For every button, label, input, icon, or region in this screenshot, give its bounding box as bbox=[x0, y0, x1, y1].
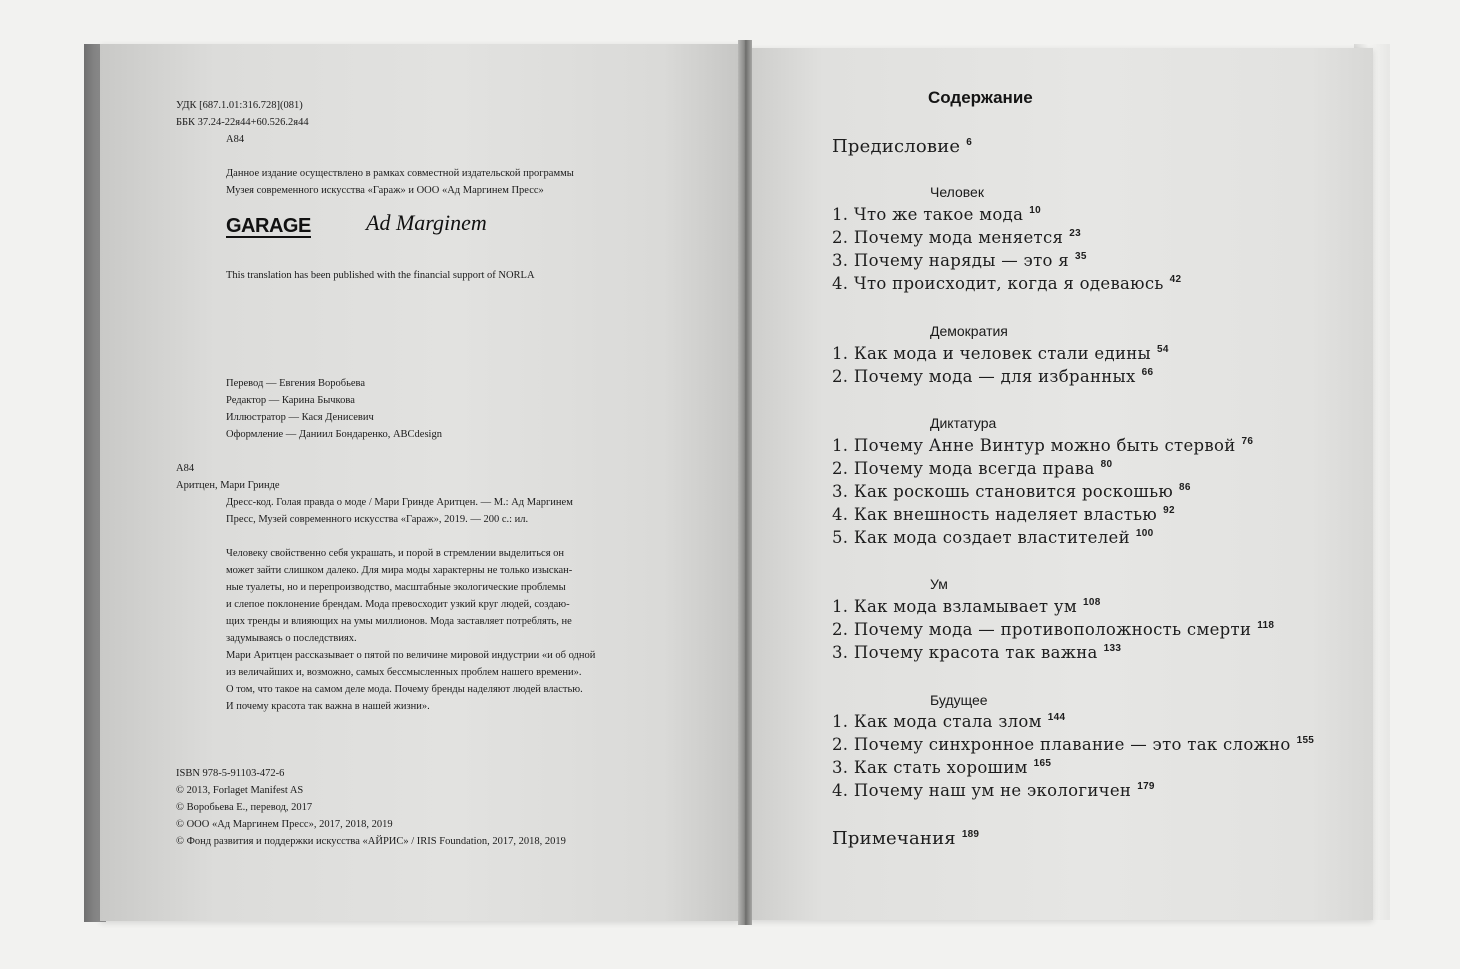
toc-entry-label: 4. Как внешность наделяет властью bbox=[832, 505, 1158, 524]
toc-page-number: 23 bbox=[1069, 228, 1081, 239]
toc-entry-label: 1. Как мода стала злом bbox=[832, 712, 1042, 731]
translation-support-note: This translation has been published with the financial support of NORLA bbox=[226, 270, 535, 281]
catalog-code: А84 bbox=[176, 463, 195, 474]
toc-page-number: 133 bbox=[1103, 643, 1122, 654]
toc-entry-label: 3. Почему красота так важна bbox=[832, 643, 1098, 662]
toc-entry bbox=[832, 712, 1065, 731]
toc-entry-label: 4. Почему наш ум не экологичен bbox=[832, 781, 1132, 800]
toc-entry bbox=[832, 781, 1155, 800]
credit-illustrator: Иллюстратор — Кася Денисевич bbox=[226, 412, 374, 423]
toc-entry-label: 2. Почему мода всегда права bbox=[832, 459, 1095, 478]
book-gutter bbox=[738, 40, 752, 925]
publication-note-line-2: Музея современного искусства «Гараж» и ООО «Ад Маргинем Пресс» bbox=[226, 185, 544, 196]
toc-entry-label: 1. Как мода взламывает ум bbox=[832, 597, 1078, 616]
toc-page-number: 54 bbox=[1157, 344, 1169, 355]
toc-notes bbox=[832, 828, 979, 849]
toc-page-number: 35 bbox=[1075, 251, 1087, 262]
udk-code: УДК [687.1.01:316.728](081) bbox=[176, 100, 303, 111]
toc-page-number: 108 bbox=[1083, 597, 1101, 608]
toc-page-number: 144 bbox=[1047, 712, 1066, 723]
toc-entry bbox=[832, 436, 1253, 455]
toc-entry-label: 5. Как мода создает властителей bbox=[832, 528, 1130, 547]
credit-translator: Перевод — Евгения Воробьева bbox=[226, 378, 365, 389]
toc-entry-label: 1. Что же такое мода bbox=[832, 205, 1024, 224]
toc-entry bbox=[832, 274, 1181, 293]
toc-page-number: 66 bbox=[1141, 367, 1154, 378]
toc-entry-label: 2. Почему мода — противоположность смерти bbox=[832, 620, 1252, 639]
toc-page-number: 118 bbox=[1257, 620, 1275, 631]
toc-section-heading: Человек bbox=[930, 184, 984, 200]
toc-entry bbox=[832, 459, 1112, 478]
toc-page-number: 42 bbox=[1169, 274, 1182, 285]
toc-entry-label: Примечания bbox=[832, 828, 956, 849]
toc-entry-label: 3. Как роскошь становится роскошью bbox=[832, 482, 1174, 501]
catalog-author: Аритцен, Мари Гринде bbox=[176, 480, 280, 491]
toc-entry-label: 2. Почему синхронное плавание — это так сложно bbox=[832, 735, 1291, 754]
annotation-paragraph-2: Мари Аритцен рассказывает о пятой по величине мировой индустрии «и об одной из величайших и, возможно, самых бессмысленных проблем нашего времени». О том, что такое на самом деле мода. Почему бренды наделяют людей властью. И почему красота так важна в нашей жизни». bbox=[226, 650, 596, 712]
toc-page-number: 155 bbox=[1296, 735, 1315, 746]
toc-entry bbox=[832, 597, 1101, 616]
toc-page-number: 165 bbox=[1033, 758, 1052, 769]
toc-entry-label: 2. Почему мода — для избранных bbox=[832, 367, 1136, 386]
toc-entry bbox=[832, 620, 1274, 639]
toc-entry bbox=[832, 367, 1153, 386]
toc-section-heading: Демократия bbox=[930, 323, 1008, 339]
toc-section-heading: Ум bbox=[930, 576, 948, 592]
credit-design: Оформление — Даниил Бондаренко, ABCdesign bbox=[226, 429, 442, 440]
copyright-line: © 2013, Forlaget Manifest AS bbox=[176, 785, 304, 796]
bbk-code: ББК 37.24-22я44+60.526.2я44 bbox=[176, 117, 309, 128]
toc-preface bbox=[832, 136, 972, 157]
toc-section-heading: Будущее bbox=[930, 692, 988, 708]
toc-entry bbox=[832, 228, 1081, 247]
toc-entry bbox=[832, 251, 1087, 270]
toc-entry bbox=[832, 735, 1314, 754]
toc-entry bbox=[832, 643, 1121, 662]
ad-marginem-logo: Ad Marginem bbox=[366, 210, 487, 235]
annotation-paragraph-1: Человеку свойственно себя украшать, и порой в стремлении выделиться он может зайти слишком далеко. Для мира моды характерны не только изыскан- ные туалеты, но и перепроизводство, масштабные экологические проблемы и слепое поклонение брендам. Мода превосходит узкий круг людей, создаю- щих тренды и влияющих на умы миллионов. Мода заставляет потреблять, не задумываясь о последствиях. bbox=[226, 548, 573, 644]
toc-page-number: 86 bbox=[1179, 482, 1191, 493]
toc-entry-label: 1. Почему Анне Винтур можно быть стервой bbox=[832, 436, 1236, 455]
toc-title: Содержание bbox=[928, 88, 1033, 107]
toc-entry bbox=[832, 758, 1051, 777]
toc-entry bbox=[832, 482, 1191, 501]
copyright-line: © ООО «Ад Маргинем Пресс», 2017, 2018, 2019 bbox=[176, 819, 393, 830]
isbn: ISBN 978-5-91103-472-6 bbox=[176, 768, 285, 779]
copyright-line: © Фонд развития и поддержки искусства «АЙРИС» / IRIS Foundation, 2017, 2018, 2019 bbox=[176, 836, 566, 847]
toc-entry-label: 4. Что происходит, когда я одеваюсь bbox=[832, 274, 1164, 293]
publication-note-line-1: Данное издание осуществлено в рамках совместной издательской программы bbox=[226, 168, 574, 179]
toc-page-number: 92 bbox=[1163, 505, 1175, 516]
copyright-line: © Воробьева Е., перевод, 2017 bbox=[176, 802, 313, 813]
toc-entry-label: 2. Почему мода меняется bbox=[832, 228, 1064, 247]
toc-page-number: 10 bbox=[1029, 205, 1041, 216]
bibliographic-entry: Дресс-код. Голая правда о моде / Мари Гринде Аритцен. — М.: Ад Маргинем Пресс, Музей современного искусства «Гараж», 2019. — 200 с.: ил. bbox=[226, 497, 573, 525]
garage-logo: GARAGE bbox=[226, 215, 311, 237]
toc-page-number: 179 bbox=[1137, 781, 1155, 792]
toc-page-number: 80 bbox=[1100, 459, 1113, 470]
credit-editor: Редактор — Карина Бычкова bbox=[226, 395, 355, 406]
toc-entry bbox=[832, 505, 1175, 524]
toc-page-number: 189 bbox=[961, 829, 980, 840]
toc-entry-label: 3. Как стать хорошим bbox=[832, 758, 1028, 777]
toc-entry bbox=[832, 205, 1041, 224]
toc-entry-label: 3. Почему наряды — это я bbox=[832, 251, 1070, 270]
toc-section-heading: Диктатура bbox=[930, 415, 997, 431]
toc-entry bbox=[832, 344, 1169, 363]
toc-entry-label: Предисловие bbox=[832, 136, 961, 157]
toc-page-number: 100 bbox=[1135, 528, 1154, 539]
toc-page-number: 6 bbox=[966, 137, 973, 148]
author-mark: А84 bbox=[226, 134, 245, 145]
toc-page-number: 76 bbox=[1241, 436, 1254, 447]
toc-entry-label: 1. Как мода и человек стали едины bbox=[832, 344, 1151, 363]
toc-entry bbox=[832, 528, 1153, 547]
